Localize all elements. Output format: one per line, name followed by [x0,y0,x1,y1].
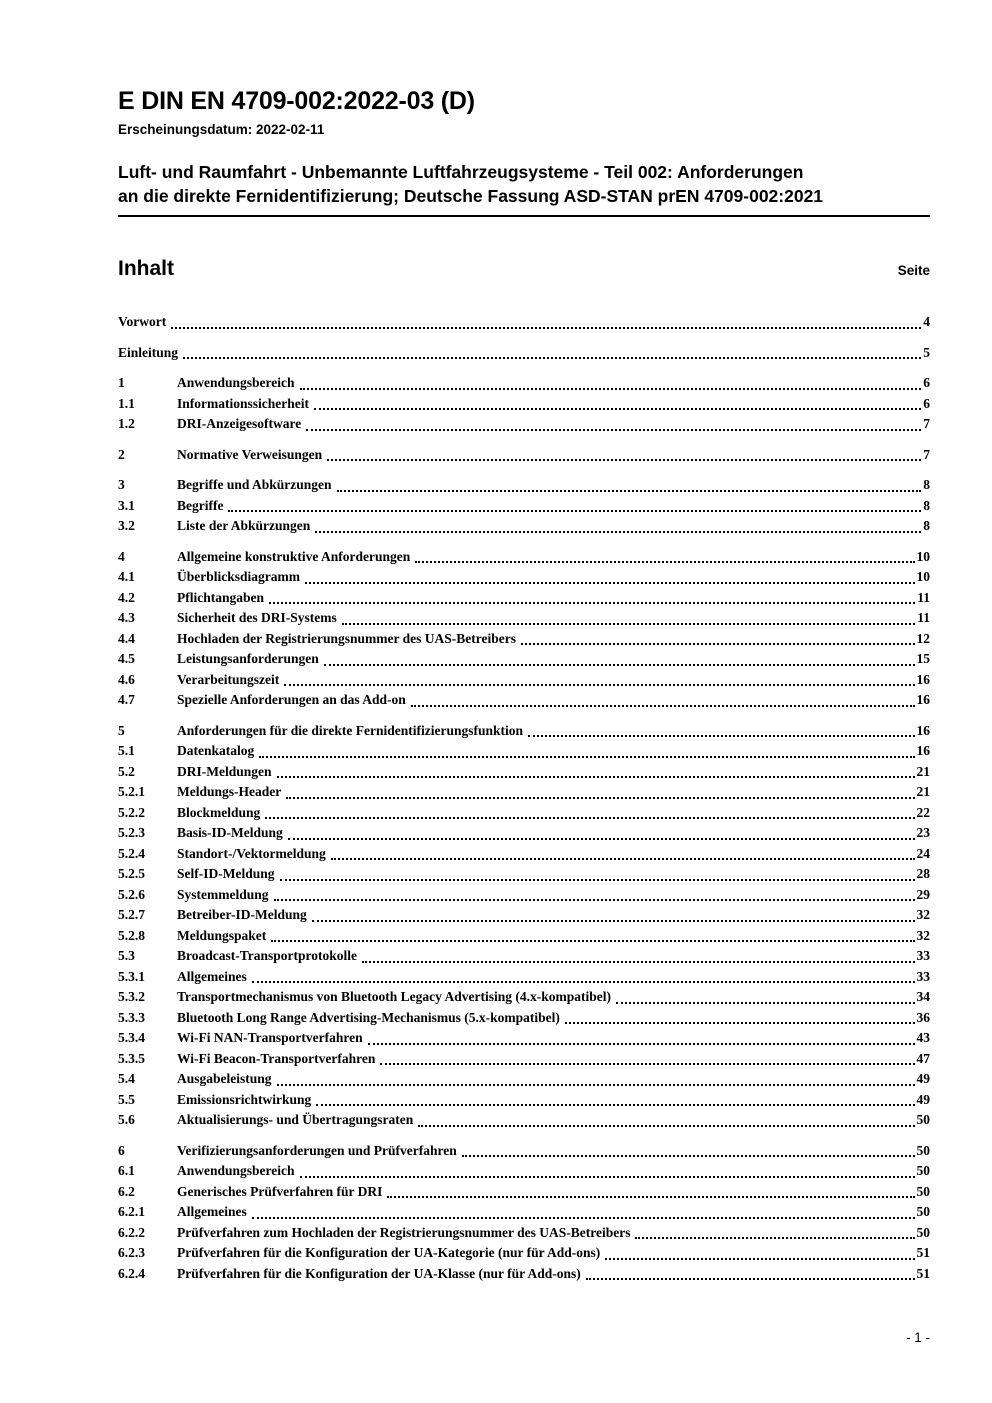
toc-entry-number: 5.3 [118,948,135,963]
toc-leader-dots [316,1104,914,1106]
toc-entry-page: 50 [916,1163,930,1178]
toc-entry [118,905,930,926]
toc-entry [118,670,930,691]
toc-entry-page: 33 [916,968,930,984]
toc-entry-title: Aktualisierungs- und Übertragungsraten [177,1112,414,1127]
toc-group [118,475,930,537]
toc-entry [118,1090,930,1111]
toc-entry [118,987,930,1008]
toc-entry-title: Begriffe und Abkürzungen [177,477,332,492]
toc-list [118,312,930,1284]
toc-leader-dots [362,961,914,963]
toc-entry-number: 6.2 [118,1183,135,1199]
toc-entry-title: Meldungs-Header [177,784,282,799]
toc-entry-page: 51 [916,1265,930,1281]
toc-entry [118,782,930,803]
toc-entry-number: 5.5 [118,1091,135,1107]
toc-entry-page: 49 [916,1091,930,1107]
toc-entry-number: 5.2.8 [118,927,145,943]
toc-entry-number: 4.7 [118,692,135,707]
document-title [118,160,930,217]
toc-entry-title: Überblicksdiagramm [177,569,300,584]
toc-entry [118,885,930,906]
page-number-footer: - 1 - [905,1330,930,1345]
toc-entry [118,762,930,783]
toc-entry [118,1182,930,1203]
toc-leader-dots [586,1278,915,1280]
toc-entry-number: 3 [118,477,125,492]
toc-entry [118,414,930,435]
toc-entry [118,721,930,742]
toc-entry-page: 8 [923,497,930,513]
toc-entry [118,1161,930,1182]
toc-entry-title: Hochladen der Registrierungsnummer des UAS-Betreibers [177,630,516,646]
toc-entry-title: Meldungspaket [177,927,267,943]
toc-leader-dots [337,490,922,492]
toc-entry-page: 50 [916,1204,930,1219]
toc-group [118,445,930,466]
toc-entry-number: 6.2.3 [118,1245,145,1260]
toc-entry-title: Wi-Fi Beacon-Transportverfahren [177,1050,376,1066]
toc-entry-page: 32 [916,907,930,922]
toc-entry-title: Wi-Fi NAN-Transportverfahren [177,1030,363,1045]
toc-entry-page: 50 [916,1142,930,1158]
toc-entry-number: 6.1 [118,1163,135,1178]
toc-entry-title: Anforderungen für die direkte Fernidentifizierungsfunktion [177,722,524,738]
toc-group [118,312,930,333]
toc-leader-dots [259,756,914,758]
toc-entry-page: 50 [916,1112,930,1127]
toc-entry-number: 5.4 [118,1071,135,1086]
toc-leader-dots [616,1002,914,1004]
toc-entry [118,1141,930,1162]
toc-leader-dots [324,664,915,666]
toc-entry [118,312,930,333]
document-title-line2: an die direkte Fernidentifizierung; Deutsche Fassung ASD-STAN prEN 4709-002:2021 [118,186,824,206]
toc-heading: Inhalt [118,257,174,280]
toc-entry [118,343,930,364]
toc-entry-title: Datenkatalog [177,743,255,758]
toc-leader-dots [284,684,914,686]
toc-entry-page: 21 [916,784,930,799]
toc-leader-dots [171,327,921,329]
toc-entry-title: Liste der Abkürzungen [177,518,311,533]
toc-entry-number: 1.1 [118,395,135,411]
toc-entry-page: 16 [916,671,930,687]
toc-entry-page: 7 [923,416,930,431]
toc-leader-dots [387,1196,914,1198]
toc-entry-number: 5.2.2 [118,804,145,820]
toc-entry [118,1202,930,1223]
toc-entry [118,547,930,568]
toc-entry-page: 16 [916,743,930,758]
toc-leader-dots [605,1258,914,1260]
toc-entry-number: 5.2.5 [118,866,145,881]
toc-entry-page: 5 [923,344,930,360]
toc-entry-page: 6 [923,395,930,411]
toc-entry-number: 6.2.2 [118,1224,145,1240]
toc-entry-title: Sicherheit des DRI-Systems [177,610,337,625]
toc-entry-number: 1.2 [118,416,135,431]
toc-entry-page: 50 [916,1183,930,1199]
toc-group [118,373,930,435]
toc-leader-dots [288,838,915,840]
toc-entry-title: Vorwort [118,314,167,329]
toc-leader-dots [342,623,915,625]
toc-leader-dots [280,879,915,881]
toc-entry-number: 5.6 [118,1112,135,1127]
toc-leader-dots [327,459,921,461]
toc-entry-page: 21 [916,763,930,779]
toc-entry-number: 4.3 [118,610,135,625]
toc-page-column-label: Seite [897,263,930,278]
toc-entry-title: Broadcast-Transportprotokolle [177,948,358,963]
toc-leader-dots [277,1084,915,1086]
toc-entry [118,690,930,711]
toc-entry-title: Einleitung [118,344,179,360]
toc-leader-dots [252,1217,915,1219]
release-date-label: Erscheinungsdatum: 2022-02-11 [118,122,325,137]
toc-entry-number: 5.3.1 [118,968,145,984]
toc-entry-page: 47 [916,1050,930,1066]
toc-entry-number: 5.1 [118,743,135,758]
toc-entry [118,1028,930,1049]
toc-entry-number: 5.2 [118,763,135,779]
toc-entry-title: Ausgabeleistung [177,1071,272,1086]
toc-entry-title: Spezielle Anforderungen an das Add-on [177,692,406,707]
toc-entry-page: 12 [916,630,930,646]
toc-leader-dots [565,1022,915,1024]
toc-entry-number: 6 [118,1142,125,1158]
toc-entry [118,567,930,588]
toc-entry [118,1223,930,1244]
toc-entry [118,1049,930,1070]
toc-entry-number: 6.2.1 [118,1204,145,1219]
toc-entry [118,475,930,496]
toc-entry-title: Verarbeitungszeit [177,671,280,687]
toc-entry-number: 2 [118,446,125,462]
toc-entry-number: 4.1 [118,569,135,584]
document-title-line1: Luft- und Raumfahrt - Unbemannte Luftfahrzeugsysteme - Teil 002: Anforderungen [118,162,804,182]
toc-entry-number: 6.2.4 [118,1265,145,1281]
toc-leader-dots [183,357,921,359]
toc-entry-page: 22 [916,804,930,820]
toc-entry-number: 4.5 [118,651,135,666]
toc-entry-number: 5.2.3 [118,825,145,840]
toc-leader-dots [274,899,915,901]
toc-entry-number: 3.2 [118,518,135,533]
toc-leader-dots [265,817,914,819]
toc-entry [118,803,930,824]
toc-leader-dots [415,561,914,563]
toc-entry-page: 51 [916,1245,930,1260]
toc-entry-title: Prüfverfahren zum Hochladen der Registrierungsnummer des UAS-Betreibers [177,1224,631,1240]
toc-leader-dots [271,940,914,942]
toc-entry-number: 4.2 [118,589,135,605]
toc-entry-page: 7 [923,446,930,462]
toc-leader-dots [300,1176,915,1178]
toc-entry-number: 5 [118,722,125,738]
toc-leader-dots [314,408,921,410]
toc-entry-page: 43 [916,1030,930,1045]
toc-leader-dots [277,776,915,778]
toc-leader-dots [411,705,915,707]
toc-entry-title: Emissionsrichtwirkung [177,1091,312,1107]
toc-leader-dots [305,582,915,584]
toc-entry-title: Verifizierungsanforderungen und Prüfverfahren [177,1142,457,1158]
toc-entry-page: 4 [923,314,930,329]
toc-entry-page: 16 [916,722,930,738]
toc-entry-page: 15 [916,651,930,666]
toc-leader-dots [528,735,914,737]
toc-entry [118,823,930,844]
toc-entry-number: 5.2.1 [118,784,145,799]
toc-entry-title: Anwendungsbereich [177,1163,295,1178]
toc-entry-title: DRI-Anzeigesoftware [177,416,302,431]
toc-entry-title: Allgemeine konstruktive Anforderungen [177,548,411,564]
toc-leader-dots [252,981,915,983]
toc-leader-dots [521,643,915,645]
toc-entry-number: 5.3.4 [118,1030,145,1045]
toc-entry-page: 8 [923,477,930,492]
toc-entry-title: Pflichtangaben [177,589,265,605]
toc-leader-dots [300,388,922,390]
toc-entry-title: Betreiber-ID-Meldung [177,907,307,922]
toc-entry-title: Systemmeldung [177,886,269,902]
toc-entry-page: 29 [916,886,930,902]
toc-entry-number: 4.4 [118,630,135,646]
toc-entry-page: 34 [916,989,930,1004]
toc-entry-title: Basis-ID-Meldung [177,825,283,840]
toc-entry-page: 11 [917,589,930,605]
toc-entry [118,1243,930,1264]
toc-leader-dots [228,510,921,512]
toc-entry-number: 4 [118,548,125,564]
toc-entry-title: Informationssicherheit [177,395,309,411]
toc-entry-page: 36 [916,1009,930,1025]
toc-entry-page: 10 [916,548,930,564]
toc-entry-number: 5.2.4 [118,845,145,861]
toc-entry-number: 4.6 [118,671,135,687]
toc-entry [118,649,930,670]
toc-entry [118,1008,930,1029]
toc-entry [118,373,930,394]
toc-group [118,547,930,711]
toc-leader-dots [331,858,915,860]
toc-leader-dots [418,1125,914,1127]
toc-entry-title: Leistungsanforderungen [177,651,319,666]
toc-entry [118,741,930,762]
toc-entry-number: 5.2.6 [118,886,145,902]
toc-entry-page: 6 [923,375,930,390]
toc-entry-title: Bluetooth Long Range Advertising-Mechanismus (5.x-kompatibel) [177,1009,560,1025]
toc-entry [118,926,930,947]
toc-entry-page: 24 [916,845,930,861]
toc-entry-title: Prüfverfahren für die Konfiguration der UA-Klasse (nur für Add-ons) [177,1265,581,1281]
toc-entry-page: 50 [916,1224,930,1240]
toc-entry-page: 11 [917,610,930,625]
toc-entry [118,629,930,650]
toc-entry-page: 10 [916,569,930,584]
toc-entry [118,516,930,537]
toc-entry [118,946,930,967]
toc-entry [118,394,930,415]
toc-group [118,343,930,364]
toc-entry [118,1264,930,1285]
toc-entry-page: 32 [916,927,930,943]
toc-entry-page: 16 [916,692,930,707]
toc-entry-page: 28 [916,866,930,881]
toc-leader-dots [462,1155,915,1157]
toc-group [118,1141,930,1285]
toc-leader-dots [286,797,914,799]
toc-leader-dots [312,920,915,922]
toc-entry [118,1110,930,1131]
toc-entry-title: Normative Verweisungen [177,446,323,462]
toc-leader-dots [306,429,921,431]
document-number-heading: E DIN EN 4709-002:2022-03 (D) [118,87,475,115]
toc-entry-number: 5.2.7 [118,907,145,922]
toc-entry-title: Prüfverfahren für die Konfiguration der UA-Kategorie (nur für Add-ons) [177,1245,601,1260]
toc-leader-dots [315,531,921,533]
toc-entry-title: Standort-/Vektormeldung [177,845,326,861]
toc-entry-title: Begriffe [177,497,224,513]
toc-entry-page: 8 [923,518,930,533]
toc-entry-title: Allgemeines [177,968,247,984]
toc-entry-title: Transportmechanismus von Bluetooth Legacy Advertising (4.x-kompatibel) [177,989,612,1004]
toc-leader-dots [380,1063,914,1065]
toc-entry-title: Self-ID-Meldung [177,866,275,881]
toc-leader-dots [368,1043,915,1045]
toc-entry [118,608,930,629]
toc-entry [118,496,930,517]
toc-entry-page: 33 [916,948,930,963]
toc-entry [118,445,930,466]
toc-header-row [118,257,930,281]
toc-group [118,721,930,1131]
toc-entry-number: 5.3.2 [118,989,145,1004]
toc-entry-title: Anwendungsbereich [177,375,295,390]
toc-entry [118,844,930,865]
toc-entry-page: 23 [916,825,930,840]
toc-leader-dots [269,602,915,604]
toc-entry [118,588,930,609]
toc-entry-title: Blockmeldung [177,804,261,820]
toc-entry [118,967,930,988]
toc-entry-title: DRI-Meldungen [177,763,272,779]
toc-entry-number: 5.3.3 [118,1009,145,1025]
toc-entry-number: 5.3.5 [118,1050,145,1066]
toc-entry [118,864,930,885]
toc-entry-page: 49 [916,1071,930,1086]
toc-entry-title: Generisches Prüfverfahren für DRI [177,1183,383,1199]
toc-entry-number: 3.1 [118,497,135,513]
toc-leader-dots [635,1237,914,1239]
toc-entry-title: Allgemeines [177,1204,247,1219]
toc-entry [118,1069,930,1090]
toc-entry-number: 1 [118,375,125,390]
